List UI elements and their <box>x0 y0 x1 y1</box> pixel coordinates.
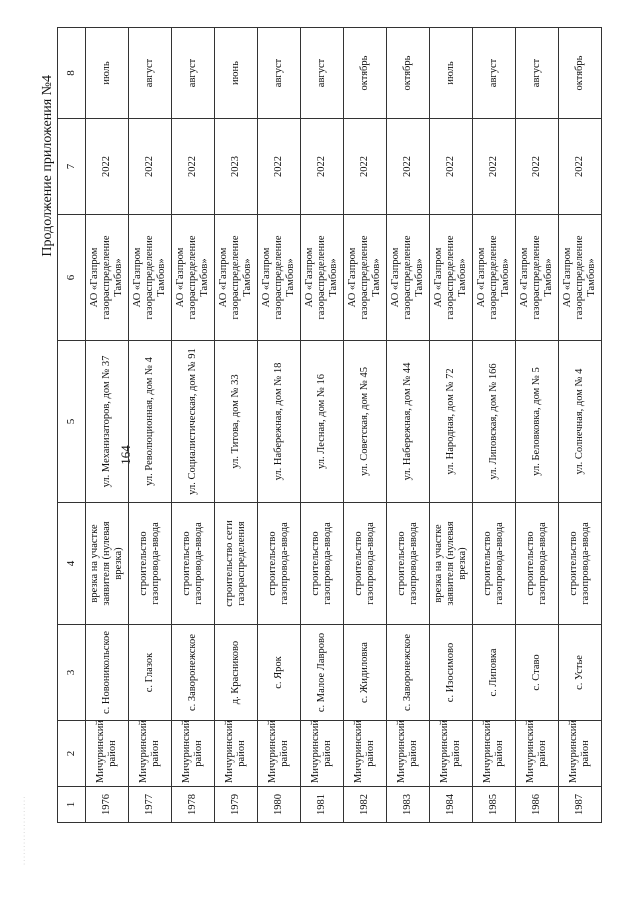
organization-cell: АО «Газпром газораспределение Тамбов» <box>473 215 516 341</box>
row-number: 1982 <box>344 787 387 823</box>
year-cell: 2022 <box>258 119 301 215</box>
table-row <box>172 28 215 823</box>
col-header-4: 4 <box>58 503 86 625</box>
work-type-cell: строительство газопровода-ввода <box>473 503 516 625</box>
col-header-1: 1 <box>58 787 86 823</box>
month-cell: август <box>473 28 516 119</box>
row-number: 1979 <box>215 787 258 823</box>
page-number: 164 <box>118 445 133 465</box>
row-number: 1983 <box>387 787 430 823</box>
table-row <box>344 28 387 823</box>
row-number: 1976 <box>86 787 129 823</box>
year-cell: 2022 <box>387 119 430 215</box>
header-row <box>58 28 86 823</box>
year-cell: 2022 <box>516 119 559 215</box>
district-cell: Мичуринский район <box>473 721 516 787</box>
month-cell: август <box>258 28 301 119</box>
col-header-7: 7 <box>58 119 86 215</box>
month-cell: октябрь <box>559 28 602 119</box>
year-cell: 2022 <box>86 119 129 215</box>
year-cell: 2022 <box>172 119 215 215</box>
margin-note: · · · · · · · · · · · · · · · · · · · · <box>22 796 28 865</box>
locality-cell: с. Заворонежское <box>387 625 430 721</box>
address-cell: ул. Титова, дом № 33 <box>215 341 258 503</box>
row-number: 1977 <box>129 787 172 823</box>
address-cell: ул. Липовская, дом № 166 <box>473 341 516 503</box>
organization-cell: АО «Газпром газораспределение Тамбов» <box>129 215 172 341</box>
organization-cell: АО «Газпром газораспределение Тамбов» <box>86 215 129 341</box>
address-cell: ул. Беловковка, дом № 5 <box>516 341 559 503</box>
address-cell: ул. Набережная, дом № 44 <box>387 341 430 503</box>
month-cell: август <box>172 28 215 119</box>
address-cell: ул. Народная, дом № 72 <box>430 341 473 503</box>
organization-cell: АО «Газпром газораспределение Тамбов» <box>344 215 387 341</box>
month-cell: август <box>129 28 172 119</box>
locality-cell: с. Новоникольское <box>86 625 129 721</box>
district-cell: Мичуринский район <box>516 721 559 787</box>
year-cell: 2022 <box>473 119 516 215</box>
table-row <box>129 28 172 823</box>
row-number: 1986 <box>516 787 559 823</box>
locality-cell: д. Красниково <box>215 625 258 721</box>
table-row <box>516 28 559 823</box>
table-row <box>86 28 129 823</box>
table-row <box>430 28 473 823</box>
col-header-5: 5 <box>58 341 86 503</box>
month-cell: октябрь <box>344 28 387 119</box>
address-cell: ул. Солнечная, дом № 4 <box>559 341 602 503</box>
district-cell: Мичуринский район <box>344 721 387 787</box>
col-header-3: 3 <box>58 625 86 721</box>
work-type-cell: строительство газопровода-ввода <box>516 503 559 625</box>
table-row <box>559 28 602 823</box>
month-cell: июнь <box>215 28 258 119</box>
organization-cell: АО «Газпром газораспределение Тамбов» <box>215 215 258 341</box>
table-row <box>473 28 516 823</box>
table-row <box>387 28 430 823</box>
work-type-cell: строительство газопровода-ввода <box>172 503 215 625</box>
district-cell: Мичуринский район <box>387 721 430 787</box>
year-cell: 2022 <box>344 119 387 215</box>
district-cell: Мичуринский район <box>129 721 172 787</box>
locality-cell: с. Изосимово <box>430 625 473 721</box>
row-number: 1984 <box>430 787 473 823</box>
work-type-cell: врезка на участке заявителя (нулевая врезка) <box>430 503 473 625</box>
organization-cell: АО «Газпром газораспределение Тамбов» <box>516 215 559 341</box>
work-type-cell: строительство газопровода-ввода <box>258 503 301 625</box>
gasification-table <box>57 27 602 823</box>
continuation-title: Продолжение приложения №4 <box>40 75 55 257</box>
address-cell: ул. Социалистическая, дом № 91 <box>172 341 215 503</box>
district-cell: Мичуринский район <box>172 721 215 787</box>
year-cell: 2023 <box>215 119 258 215</box>
month-cell: август <box>516 28 559 119</box>
work-type-cell: строительство сети газораспределения <box>215 503 258 625</box>
address-cell: ул. Механизаторов, дом № 37 <box>86 341 129 503</box>
work-type-cell: строительство газопровода-ввода <box>387 503 430 625</box>
row-number: 1981 <box>301 787 344 823</box>
table-body <box>86 28 602 823</box>
work-type-cell: врезка на участке заявителя (нулевая врезка) <box>86 503 129 625</box>
work-type-cell: строительство газопровода-ввода <box>129 503 172 625</box>
address-cell: ул. Лесная, дом № 16 <box>301 341 344 503</box>
organization-cell: АО «Газпром газораспределение Тамбов» <box>172 215 215 341</box>
organization-cell: АО «Газпром газораспределение Тамбов» <box>258 215 301 341</box>
locality-cell: с. Глазок <box>129 625 172 721</box>
locality-cell: с. Ярок <box>258 625 301 721</box>
month-cell: июль <box>430 28 473 119</box>
locality-cell: с. Ставо <box>516 625 559 721</box>
month-cell: октябрь <box>387 28 430 119</box>
table-row <box>215 28 258 823</box>
year-cell: 2022 <box>129 119 172 215</box>
month-cell: август <box>301 28 344 119</box>
table-row <box>258 28 301 823</box>
year-cell: 2022 <box>301 119 344 215</box>
address-cell: ул. Набережная, дом № 18 <box>258 341 301 503</box>
organization-cell: АО «Газпром газораспределение Тамбов» <box>559 215 602 341</box>
work-type-cell: строительство газопровода-ввода <box>344 503 387 625</box>
col-header-2: 2 <box>58 721 86 787</box>
district-cell: Мичуринский район <box>430 721 473 787</box>
district-cell: Мичуринский район <box>215 721 258 787</box>
row-number: 1985 <box>473 787 516 823</box>
work-type-cell: строительство газопровода-ввода <box>559 503 602 625</box>
year-cell: 2022 <box>559 119 602 215</box>
work-type-cell: строительство газопровода-ввода <box>301 503 344 625</box>
col-header-6: 6 <box>58 215 86 341</box>
table-row <box>301 28 344 823</box>
address-cell: ул. Советская, дом № 45 <box>344 341 387 503</box>
address-cell: ул. Революционная, дом № 4 <box>129 341 172 503</box>
col-header-8: 8 <box>58 28 86 119</box>
row-number: 1978 <box>172 787 215 823</box>
month-cell: июль <box>86 28 129 119</box>
locality-cell: с. Липовка <box>473 625 516 721</box>
year-cell: 2022 <box>430 119 473 215</box>
locality-cell: с. Малое Лаврово <box>301 625 344 721</box>
locality-cell: с. Заворонежское <box>172 625 215 721</box>
organization-cell: АО «Газпром газораспределение Тамбов» <box>430 215 473 341</box>
row-number: 1980 <box>258 787 301 823</box>
district-cell: Мичуринский район <box>559 721 602 787</box>
district-cell: Мичуринский район <box>86 721 129 787</box>
locality-cell: с. Жидиловка <box>344 625 387 721</box>
row-number: 1987 <box>559 787 602 823</box>
organization-cell: АО «Газпром газораспределение Тамбов» <box>387 215 430 341</box>
locality-cell: с. Устье <box>559 625 602 721</box>
organization-cell: АО «Газпром газораспределение Тамбов» <box>301 215 344 341</box>
district-cell: Мичуринский район <box>258 721 301 787</box>
district-cell: Мичуринский район <box>301 721 344 787</box>
